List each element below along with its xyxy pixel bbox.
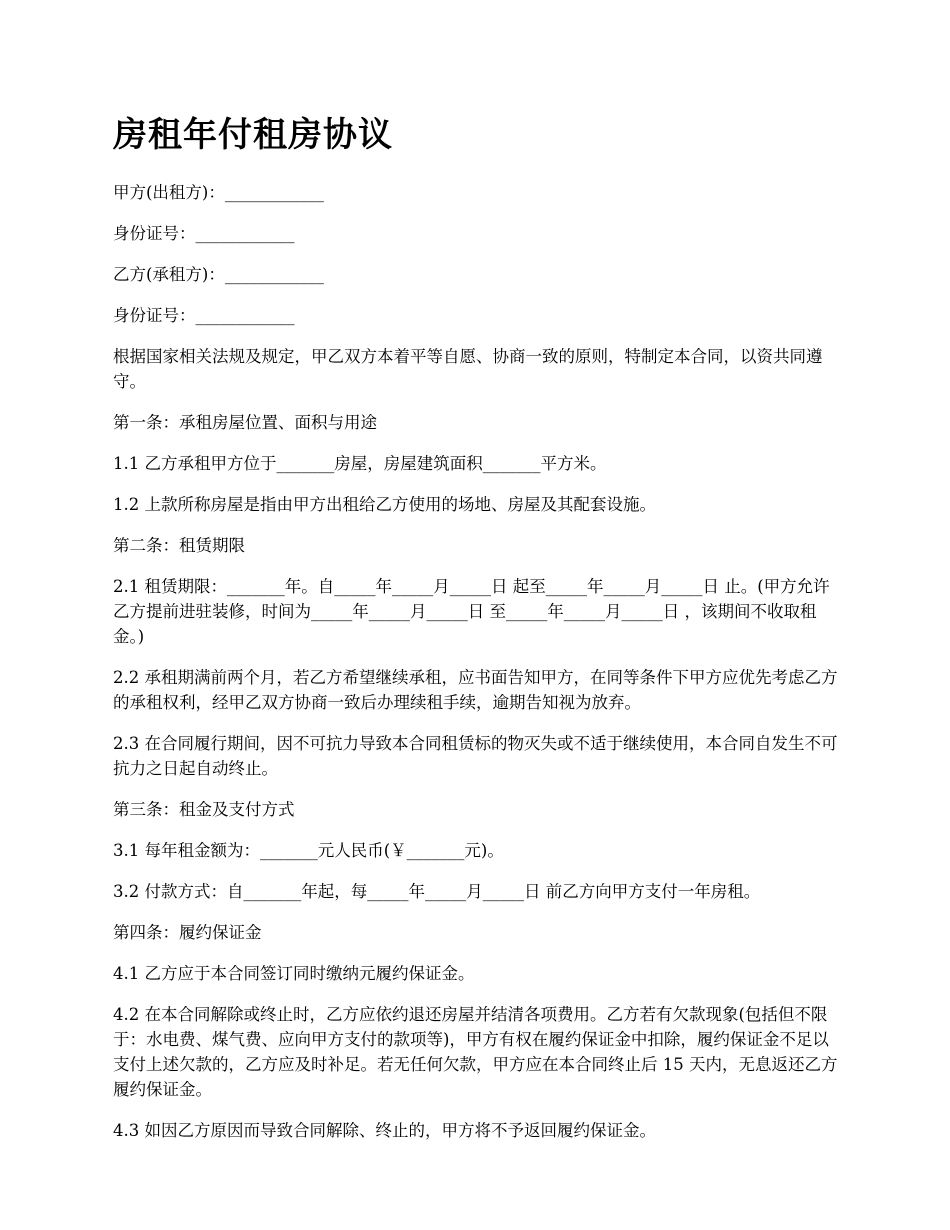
clause-1-1: 1.1 乙方承租甲方位于_______房屋，房屋建筑面积_______平方米。: [113, 454, 607, 473]
clause-4-1: 4.1 乙方应于本合同签订同时缴纳元履约保证金。: [113, 964, 475, 983]
clause-2-2: 2.2 承租期满前两个月，若乙方希望继续承租，应书面告知甲方，在同等条件下甲方应优先考虑乙方的承租权利，经甲乙双方协商一致后办理续租手续，逾期告知视为放弃。: [113, 668, 838, 712]
clause-2-3: 2.3 在合同履行期间，因不可抗力导致本合同租赁标的物灭失或不适于继续使用，本合同自发生不可抗力之日起自动终止。: [113, 734, 838, 778]
clause-3-1: 3.1 每年租金额为：_______元人民币(￥_______元)。: [113, 841, 504, 860]
article-2-heading: 第二条：租赁期限: [113, 536, 245, 555]
article-3-heading: 第三条：租金及支付方式: [113, 800, 295, 819]
party-b-id-line: 身份证号：____________: [113, 306, 295, 325]
article-4-heading: 第四条：履约保证金: [113, 923, 262, 942]
preamble-paragraph: 根据国家相关法规及规定，甲乙双方本着平等自愿、协商一致的原则，特制定本合同，以资共同遵守。: [113, 347, 823, 391]
clause-4-3: 4.3 如因乙方原因而导致合同解除、终止的，甲方将不予返回履约保证金。: [113, 1121, 656, 1140]
party-a-line: 甲方(出租方)：____________: [113, 183, 324, 202]
clause-4-2: 4.2 在本合同解除或终止时，乙方应依约退还房屋并结清各项费用。乙方若有欠款现象(包括但不限于：水电费、煤气费、应向甲方支付的款项等)，甲方有权在履约保证金中扣除，履约保证金不足以支付上述欠款的，乙方应及时补足。若无任何欠款，甲方应在本合同终止后 15 天内，无息返还乙方履约保证金。: [113, 1005, 838, 1099]
clause-3-2: 3.2 付款方式：自_______年起，每_____年_____月_____日 前乙方向甲方支付一年房租。: [113, 882, 761, 901]
document-title: 房租年付租房协议: [113, 115, 393, 155]
document-page: [113, 112, 843, 1159]
party-b-line: 乙方(承租方)：____________: [113, 265, 324, 284]
article-1-heading: 第一条：承租房屋位置、面积与用途: [113, 413, 377, 432]
clause-1-2: 1.2 上款所称房屋是指由甲方出租给乙方使用的场地、房屋及其配套设施。: [113, 495, 656, 514]
clause-2-1: 2.1 租赁期限：_______年。自_____年_____月_____日 起至_____年_____月_____日 止。(甲方允许乙方提前进驻装修，时间为_____年_____月_____日 至_____年_____月_____日 ，该期间不收取租金。): [113, 577, 830, 646]
party-a-id-line: 身份证号：____________: [113, 224, 295, 243]
